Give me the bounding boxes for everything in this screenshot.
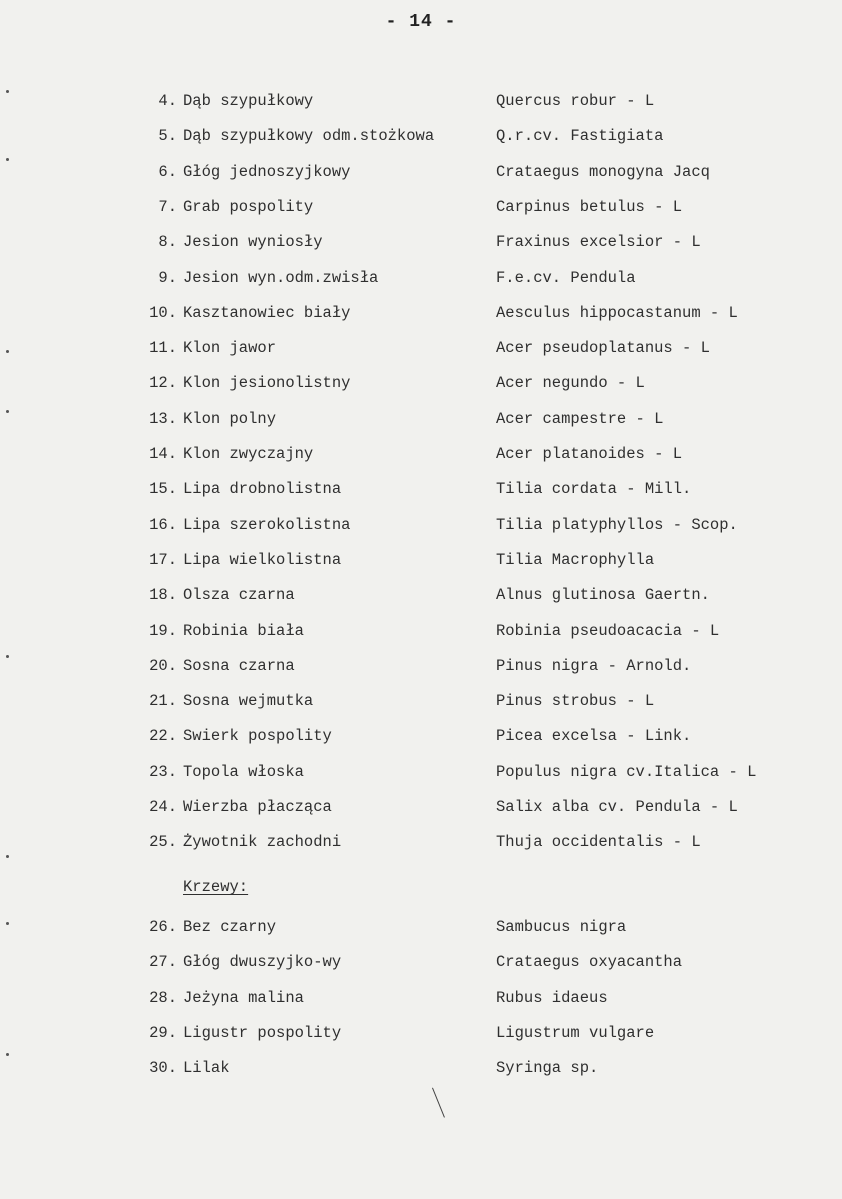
item-number: 5. [158,127,177,146]
latin-name: Thuja occidentalis - L [496,833,701,852]
item-number: 4. [158,92,177,110]
item-number: 16. [149,515,177,534]
item-number: 29. [149,1023,177,1042]
latin-name: Quercus robur - L [496,92,655,110]
list-item [0,985,842,1011]
item-number: 7. [158,197,177,216]
list-item [0,723,842,749]
polish-name: Wierzba płacząca [183,798,332,816]
list-item [0,1055,842,1081]
latin-name: Acer campestre - L [496,409,664,428]
latin-name: Q.r.cv. Fastigiata [496,127,664,146]
item-number: 25. [149,833,177,852]
list-item [0,300,842,326]
polish-name: Grab pospolity [183,197,314,216]
list-item [0,265,842,291]
margin-mark [6,158,9,161]
latin-name: Acer negundo - L [496,374,645,393]
item-number: 22. [149,727,177,746]
item-number: 10. [149,303,177,322]
list-item [0,582,842,608]
item-number: 18. [149,586,177,605]
list-item [0,949,842,975]
list-item [0,759,842,785]
margin-mark [6,655,9,658]
item-number: 21. [149,692,177,711]
item-number: 15. [149,480,177,499]
polish-name: Kasztanowiec biały [183,303,351,322]
item-number: 28. [149,988,177,1007]
polish-name: Robinia biała [183,621,304,640]
polish-name: Ligustr pospolity [183,1023,342,1042]
latin-name: Crataegus monogyna Jacq [496,162,710,181]
polish-name: Klon zwyczajny [183,445,314,463]
polish-name: Lipa drobnolistna [183,480,342,499]
margin-mark [6,350,9,353]
list-item [0,88,842,114]
item-number: 8. [158,233,177,252]
latin-name: Crataegus oxyacantha [496,953,683,972]
pen-stroke [432,1087,445,1117]
polish-name: Dąb szypułkowy odm.stożkowa [183,127,435,146]
item-number: 11. [149,339,177,358]
latin-name: Tilia platyphyllos - Scop. [496,515,738,534]
polish-name: Sosna czarna [183,656,295,675]
latin-name: F.e.cv. Pendula [496,268,636,287]
polish-name: Lipa szerokolistna [183,515,351,534]
list-item [0,653,842,679]
latin-name: Alnus glutinosa Gaertn. [496,586,710,605]
item-number: 9. [158,268,177,287]
item-number: 12. [149,374,177,393]
polish-name: Klon jawor [183,339,277,358]
latin-name: Rubus idaeus [496,988,608,1007]
margin-mark [6,922,9,925]
latin-name: Pinus nigra - Arnold. [496,656,692,675]
item-number: 19. [149,621,177,640]
list-item [0,688,842,714]
polish-name: Bez czarny [183,918,277,936]
list-item [0,829,842,855]
page-number: - 14 - [385,12,457,32]
latin-name: Salix alba cv. Pendula - L [496,798,738,816]
polish-name: Jesion wyniosły [183,233,323,252]
item-number: 20. [149,656,177,675]
margin-mark [6,1053,9,1056]
list-item [0,123,842,149]
item-number: 14. [149,445,177,463]
item-number: 30. [149,1059,177,1078]
list-item [0,441,842,467]
polish-name: Olsza czarna [183,586,295,605]
latin-name: Sambucus nigra [496,918,627,936]
list-item [0,1020,842,1046]
latin-name: Tilia Macrophylla [496,550,655,569]
list-item [0,618,842,644]
list-item [0,512,842,538]
item-number: 27. [149,953,177,972]
list-item [0,547,842,573]
polish-name: Sosna wejmutka [183,692,314,711]
latin-name: Picea excelsa - Link. [496,727,692,746]
latin-name: Aesculus hippocastanum - L [496,303,738,322]
polish-name: Żywotnik zachodni [183,833,342,852]
item-number: 6. [158,162,177,181]
list-item [0,194,842,220]
latin-name: Acer pseudoplatanus - L [496,339,710,358]
polish-name: Jeżyna malina [183,988,304,1007]
polish-name: Dąb szypułkowy [183,92,314,110]
polish-name: Głóg jednoszyjkowy [183,162,351,181]
latin-name: Carpinus betulus - L [496,197,683,216]
margin-mark [6,855,9,858]
latin-name: Ligustrum vulgare [496,1023,655,1042]
list-item [0,370,842,396]
latin-name: Populus nigra cv.Italica - L [496,762,757,781]
list-item [0,159,842,185]
margin-mark [6,410,9,413]
latin-name: Robinia pseudoacacia - L [496,621,720,640]
list-item [0,476,842,502]
latin-name: Acer platanoides - L [496,445,683,463]
polish-name: Jesion wyn.odm.zwisła [183,268,379,287]
polish-name: Lipa wielkolistna [183,550,342,569]
polish-name: Swierk pospolity [183,727,332,746]
polish-name: Topola włoska [183,762,304,781]
polish-name: Lilak [183,1059,230,1078]
item-number: 13. [149,409,177,428]
list-item [0,335,842,361]
shrubs-heading: Krzewy: [183,878,249,896]
latin-name: Tilia cordata - Mill. [496,480,692,499]
item-number: 23. [149,762,177,781]
list-item [0,794,842,820]
polish-name: Klon jesionolistny [183,374,351,393]
latin-name: Fraxinus excelsior - L [496,233,701,252]
latin-name: Pinus strobus - L [496,692,655,711]
margin-mark [6,90,9,93]
item-number: 24. [149,798,177,816]
item-number: 17. [149,550,177,569]
latin-name: Syringa sp. [496,1059,599,1078]
polish-name: Klon polny [183,409,277,428]
polish-name: Głóg dwuszyjko-wy [183,953,342,972]
item-number: 26. [149,918,177,936]
list-item [0,914,842,940]
list-item [0,229,842,255]
list-item [0,406,842,432]
